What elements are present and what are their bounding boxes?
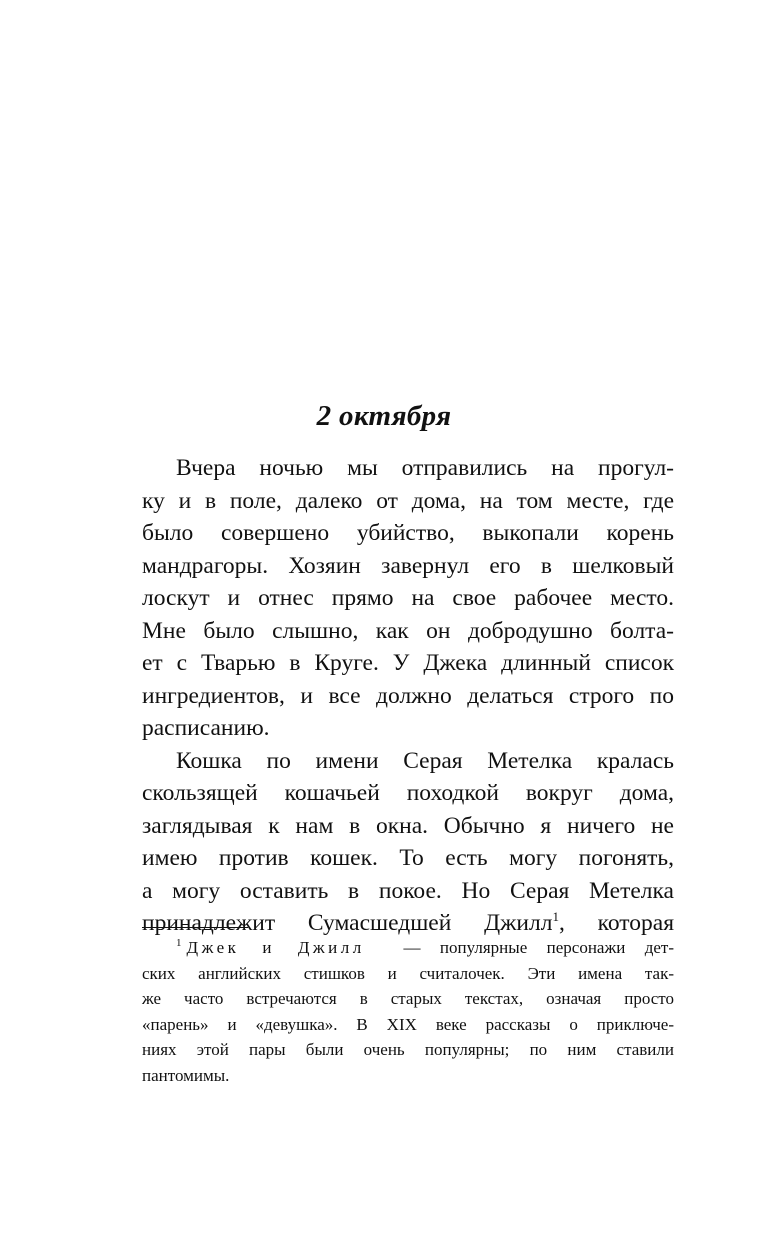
- footnote: [142, 935, 674, 1088]
- text-line: скользящей кошачьей походкой вокруг дома,: [142, 780, 674, 806]
- text-line: ет с Тварью в Круге. У Джека длинный список: [142, 650, 674, 676]
- footnote-line: [142, 935, 674, 961]
- text-line: Мне было слышно, как он добродушно болта-: [142, 617, 674, 644]
- text-segment: принадлежит Сумасшедшей Джилл: [142, 910, 553, 936]
- text-line: Кошка по имени Серая Метелка кралась: [176, 747, 674, 774]
- text-line: ку и в поле, далеко от дома, на том месте, где: [142, 487, 674, 514]
- footnote-line: же часто встречаются в старых текстах, означая просто: [142, 989, 674, 1008]
- text-line: ингредиентов, и все должно делаться строго по: [142, 682, 674, 709]
- text-line: имею против кошек. То есть могу погонять,: [142, 845, 674, 871]
- text-line: лоскут и отнес прямо на свое рабочее место.: [142, 585, 674, 611]
- footnote-term: Джек и Джилл: [186, 938, 365, 957]
- footnote-line: пантомимы.: [142, 1065, 230, 1085]
- text-segment: , которая: [558, 910, 674, 936]
- text-line: мандрагоры. Хозяин завернул его в шелковый: [142, 552, 674, 579]
- footnote-line: «парень» и «девушка». В XIX веке рассказы о приключе-: [142, 1014, 674, 1034]
- text-line: заглядывая к нам в окна. Обычно я ничего не: [142, 812, 674, 839]
- footnote-line: ниях этой пары были очень популярны; по ним ставили: [142, 1040, 674, 1059]
- text-line: расписанию.: [142, 715, 270, 741]
- footnote-line: ских английских стишков и считалочек. Эти имена так-: [142, 963, 674, 983]
- chapter-heading: 2 октября: [316, 400, 452, 432]
- main-text: [142, 452, 674, 940]
- footnote-text: — популярные персонажи дет-: [403, 938, 674, 957]
- footnote-reference: 1: [552, 909, 559, 925]
- footnote-mark: 1: [176, 937, 182, 950]
- text-line: было совершено убийство, выкопали корень: [142, 520, 674, 546]
- text-line: а могу оставить в покое. Но Серая Метелка: [142, 877, 674, 904]
- footnote-separator: [142, 927, 248, 928]
- text-line: Вчера ночью мы отправились на прогул-: [176, 455, 674, 481]
